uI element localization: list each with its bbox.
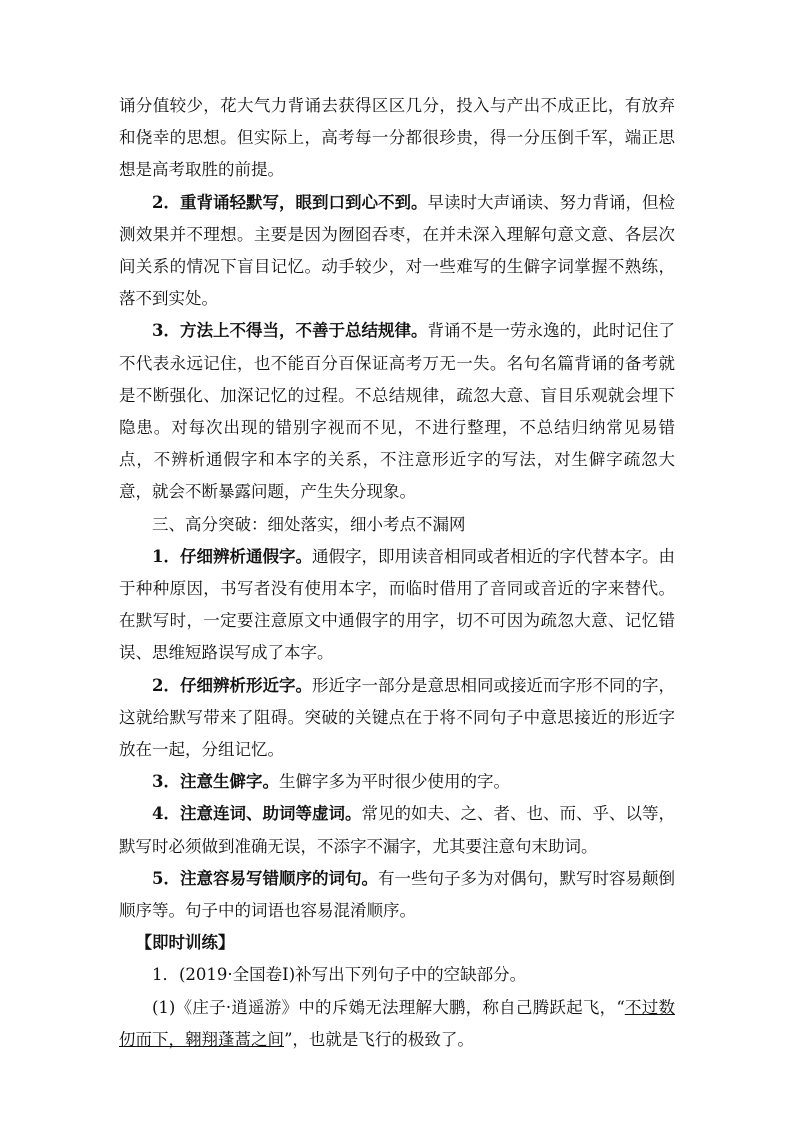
tip-3-paragraph xyxy=(119,766,675,798)
question-text-end: ”，也就是飞行的极致了。 xyxy=(284,1029,474,1049)
tip-title: 3．注意生僻字。 xyxy=(152,772,279,792)
tip-title: 5．注意容易写错顺序的词句。 xyxy=(152,868,378,888)
tip-title: 1．仔细辨析通假字。 xyxy=(152,546,312,566)
point-3-paragraph xyxy=(119,315,675,508)
tip-2-paragraph xyxy=(119,670,675,767)
tip-title: 4．注意连词、助词等虚词。 xyxy=(152,804,362,824)
tip-5-paragraph xyxy=(119,863,675,927)
tip-body: 有一些句子多为对偶句，默写时容易颠倒顺序等。句子中的词语也容易混淆顺序。 xyxy=(119,868,676,921)
section-heading: 三、高分突破：细处落实，细小考点不漏网 xyxy=(152,514,466,534)
tip-1-paragraph xyxy=(119,541,675,670)
question-text: (1)《庄子·逍遥游》中的斥鴳无法理解大鹏，称自己腾跃起飞，“ xyxy=(152,997,625,1017)
tip-body: 生僻字多为平时很少使用的字。 xyxy=(278,772,510,792)
tip-body: 通假字，即用读音相同或者相近的字代替本字。由于种种原因，书写者没有使用本字，而临时借用了音同或音近的字来替代。在默写时，一定要注意原文中通假字的用字，切不可因为疏忽大意、记忆错误、思维短路误写成了本字。 xyxy=(119,546,676,663)
point-2-paragraph xyxy=(119,187,675,316)
practice-label: 【即时训练】 xyxy=(135,933,235,953)
point-body: 早读时大声诵读、努力背诵，但检测效果并不理想。主要是因为囫囵吞枣，在并未深入理解句意文意、各层次间关系的情况下盲目记忆。动手较少，对一些难写的生僻字词掌握不熟练，落不到实处。 xyxy=(119,192,676,309)
tip-body: 常见的如夫、之、者、也、而、乎、以等，默写时必须做到准确无误，不添字不漏字，尤其要注意句末助词。 xyxy=(119,804,676,856)
tip-4-paragraph xyxy=(119,798,675,862)
point-body: 背诵不是一劳永逸的，此时记住了不代表永远记住，也不能百分百保证高考万无一失。名句名篇背诵的备考就是不断强化、加深记忆的过程。不总结规律，疏忽大意、盲目乐观就会埋下隐患。对每次出现的错别字视而不见，不进行整理，不总结归纳常见易错点，不辨析通假字和本字的关系，不注意形近字的写法，对生僻字疏忽大意，就会不断暴露问题，产生失分现象。 xyxy=(119,321,676,502)
paragraph-continuation xyxy=(119,90,675,187)
question-1-item-1 xyxy=(119,992,675,1056)
answer-underlined: 不过数仞而下，翱翔蓬蒿之间 xyxy=(119,997,676,1049)
document-body xyxy=(119,90,675,1056)
point-title: 2．重背诵轻默写，眼到口到心不到。 xyxy=(152,192,428,212)
paragraph-text: 诵分值较少，花大气力背诵去获得区区几分，投入与产出不成正比，有放弃和侥幸的思想。但实际上，高考每一分都很珍贵，得一分压倒千军，端正思想是高考取胜的前提。 xyxy=(119,96,675,180)
question-1: 1．(2019·全国卷Ⅰ)补写出下列句子中的空缺部分。 xyxy=(152,965,527,985)
tip-title: 2．仔细辨析形近字。 xyxy=(152,675,312,695)
tip-body: 形近字一部分是意思相同或接近而字形不同的字，这就给默写带来了阻碍。突破的关键点在于将不同句子中意思接近的形近字放在一起，分组记忆。 xyxy=(119,675,676,760)
point-title: 3．方法上不得当，不善于总结规律。 xyxy=(152,321,428,341)
